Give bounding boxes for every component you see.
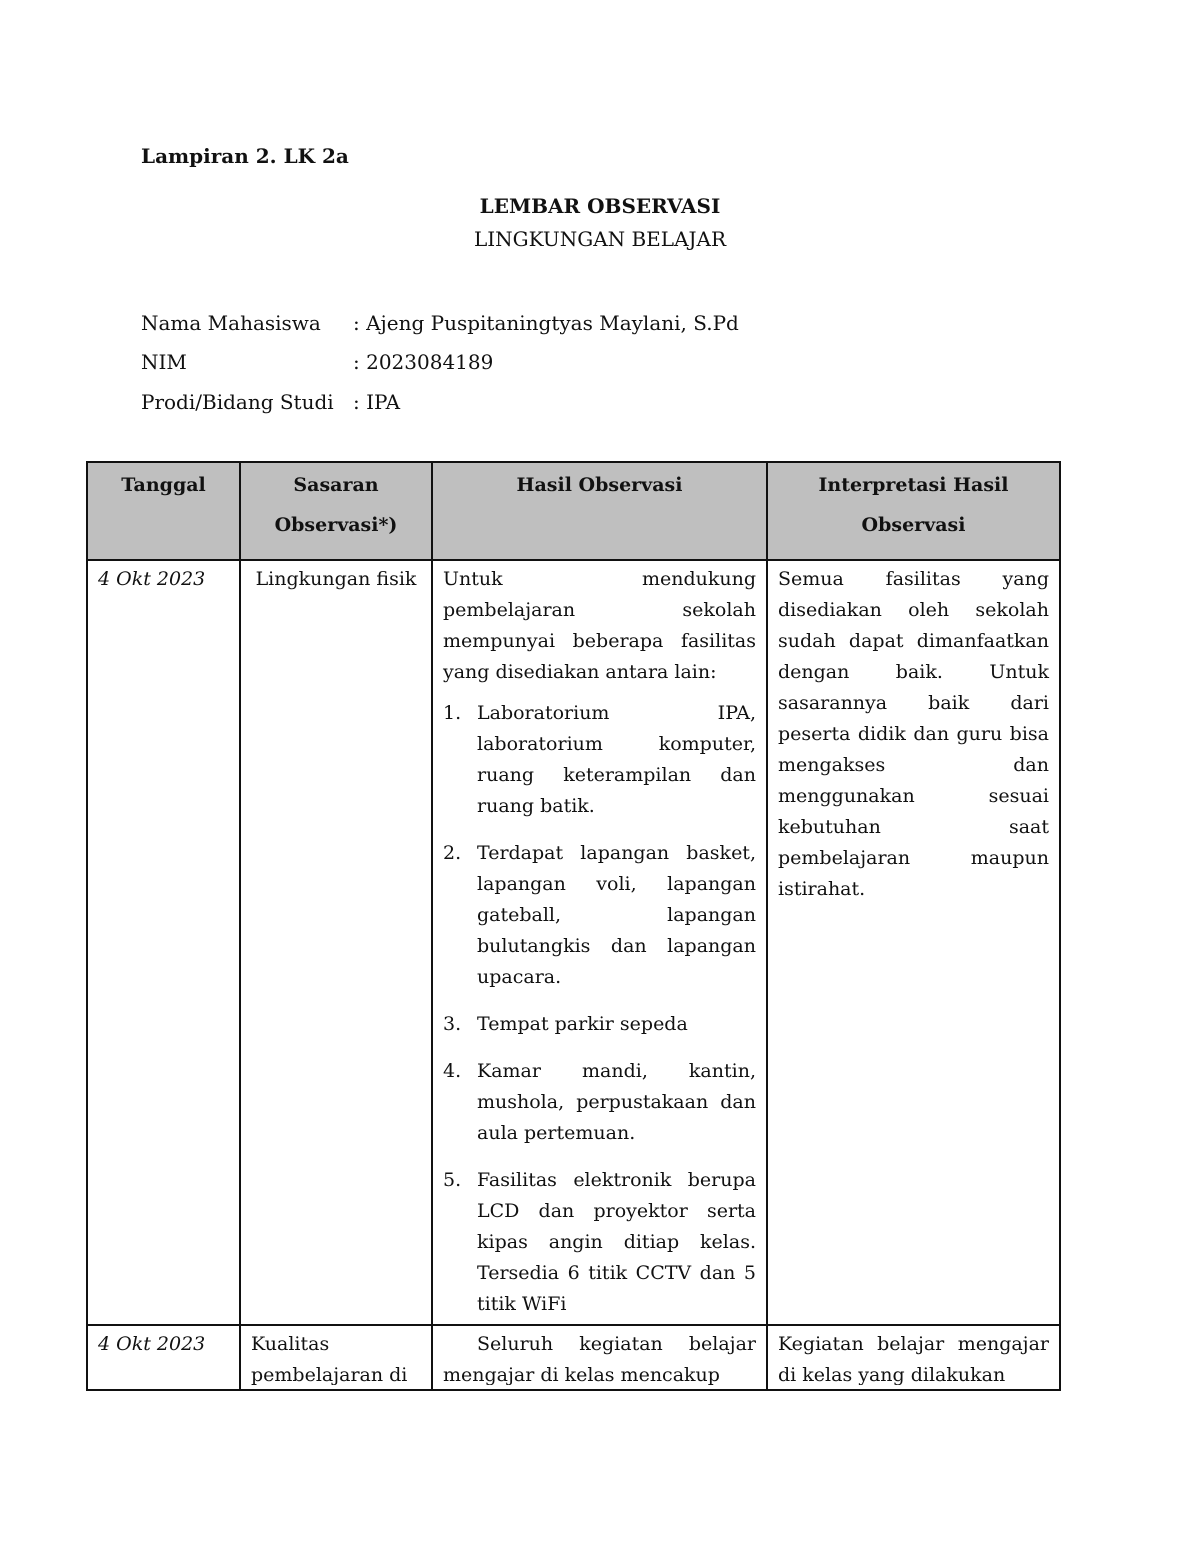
cell-date: 4 Okt 2023 [87,560,240,1325]
table-row [87,560,1060,1325]
header-target: Sasaran Observasi*) [240,462,432,560]
list-item: 1. Laboratorium IPA, laboratorium komputer, ruang keterampilan dan ruang batik. [443,702,756,817]
cell-interpretation: Semua fasilitas yang disediakan oleh sekolah sudah dapat dimanfaatkan dengan baik. Untuk sasarannya baik dari peserta didik dan guru bisa mengakses dan menggunakan sesuai kebutuhan saat pembelajaran maupun istirahat. [767,560,1060,1325]
cell-result: Seluruh kegiatan belajar mengajar di kelas mencakup [432,1325,767,1390]
appendix-label: Lampiran 2. LK 2a [141,144,349,168]
document-subtitle: LINGKUNGAN BELAJAR [473,227,727,251]
cell-target: Kualitas pembelajaran di [240,1325,432,1390]
cell-date: 4 Okt 2023 [87,1325,240,1390]
info-label: Prodi/Bidang Studi [141,390,334,414]
result-intro: Untuk mendukung pembelajaran sekolah mempunyai beberapa fasilitas yang disediakan antara lain: [443,568,756,683]
list-item: 4. Kamar mandi, kantin, mushola, perpustakaan dan aula pertemuan. [443,1060,756,1144]
cell-result [432,560,767,1325]
table-row [87,1325,1060,1390]
cell-interpretation: Kegiatan belajar mengajar di kelas yang dilakukan [767,1325,1060,1390]
info-value: : IPA [353,390,401,414]
info-value: : 2023084189 [353,350,494,374]
observation-table [86,461,1061,1391]
list-item: 3. Tempat parkir sepeda [443,1013,688,1035]
header-result: Hasil Observasi [432,462,767,560]
header-interpretation: Interpretasi Hasil Observasi [767,462,1060,560]
table-header-row [87,462,1060,560]
document-title: LEMBAR OBSERVASI [479,194,721,218]
facility-list [443,698,756,1320]
header-date: Tanggal [87,462,240,560]
info-label: Nama Mahasiswa [141,311,321,335]
cell-target: Lingkungan fisik [240,560,432,1325]
info-label: NIM [141,350,187,374]
list-item: 5. Fasilitas elektronik berupa LCD dan proyektor serta kipas angin ditiap kelas. Tersedia 6 titik CCTV dan 5 titik WiFi [443,1169,756,1315]
list-item: 2. Terdapat lapangan basket, lapangan voli, lapangan gateball, lapangan bulutangkis dan lapangan upacara. [443,842,756,988]
info-value: : Ajeng Puspitaningtyas Maylani, S.Pd [353,311,739,335]
